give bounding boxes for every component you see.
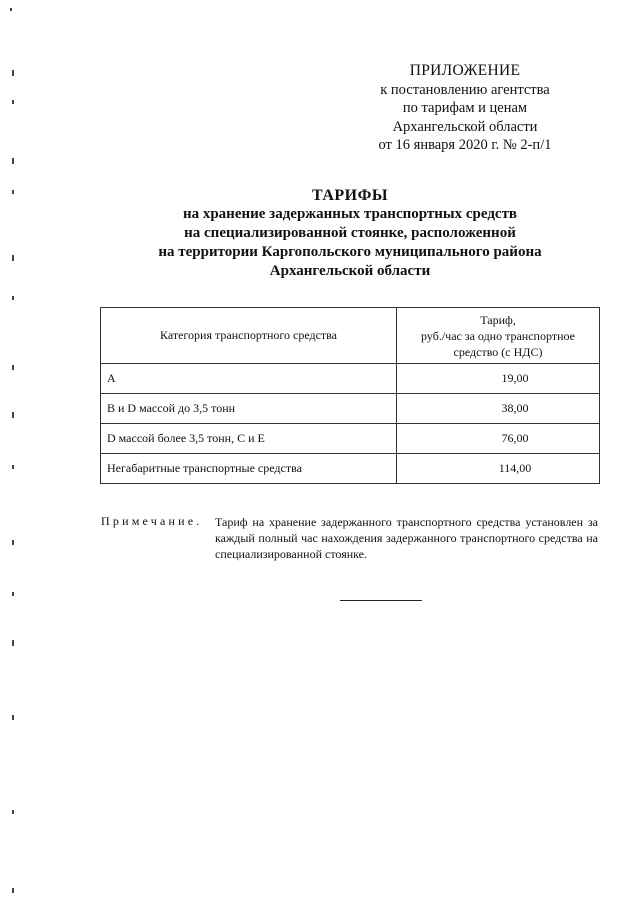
tariff-table [100, 307, 600, 484]
appendix-line: по тарифам и ценам [402, 100, 528, 116]
appendix-line: Архангельской области [392, 118, 538, 135]
header-rate-line: руб./час за одно транспортное [421, 328, 575, 343]
title-line: на хранение задержанных транспортных средств [182, 206, 518, 222]
appendix-block [360, 62, 570, 155]
title-line: Архангельской области [269, 263, 431, 279]
category-cell: А [101, 364, 397, 394]
rate-cell: 19,00 [397, 364, 600, 394]
appendix-heading: ПРИЛОЖЕНИЕ [409, 62, 521, 79]
title-line: на специализированной стоянке, расположенной [184, 225, 516, 241]
table-row [101, 364, 600, 394]
scan-edge-marks [0, 0, 30, 905]
document-title [100, 186, 600, 281]
note-text: Тариф на хранение задержанного транспортного средства установлен за каждый полный час нахождения задержанного транспортного средства на специализированной стоянке. [215, 515, 598, 561]
end-divider [340, 600, 422, 601]
table-row [101, 424, 600, 454]
note-label: Примечание. [101, 514, 203, 528]
title-main: ТАРИФЫ [311, 187, 389, 204]
appendix-line: к постановлению агентства [380, 81, 550, 98]
category-cell: В и D массой до 3,5 тонн [101, 394, 397, 424]
table-header-row [101, 308, 600, 364]
appendix-line: от 16 января 2020 г. № 2-п/1 [378, 137, 552, 153]
header-category: Категория транспортного средства [101, 308, 397, 364]
category-cell: D массой более 3,5 тонн, С и Е [101, 424, 397, 454]
rate-cell: 38,00 [397, 394, 600, 424]
title-line: на территории Каргопольского муниципального района [158, 244, 542, 260]
header-rate-line: средство (с НДС) [453, 344, 543, 359]
rate-cell: 114,00 [397, 454, 600, 484]
table-row [101, 454, 600, 484]
rate-cell: 76,00 [397, 424, 600, 454]
category-cell: Негабаритные транспортные средства [101, 454, 397, 484]
header-rate-line: Тариф, [480, 312, 516, 327]
header-rate [397, 308, 600, 364]
table-row [101, 394, 600, 424]
